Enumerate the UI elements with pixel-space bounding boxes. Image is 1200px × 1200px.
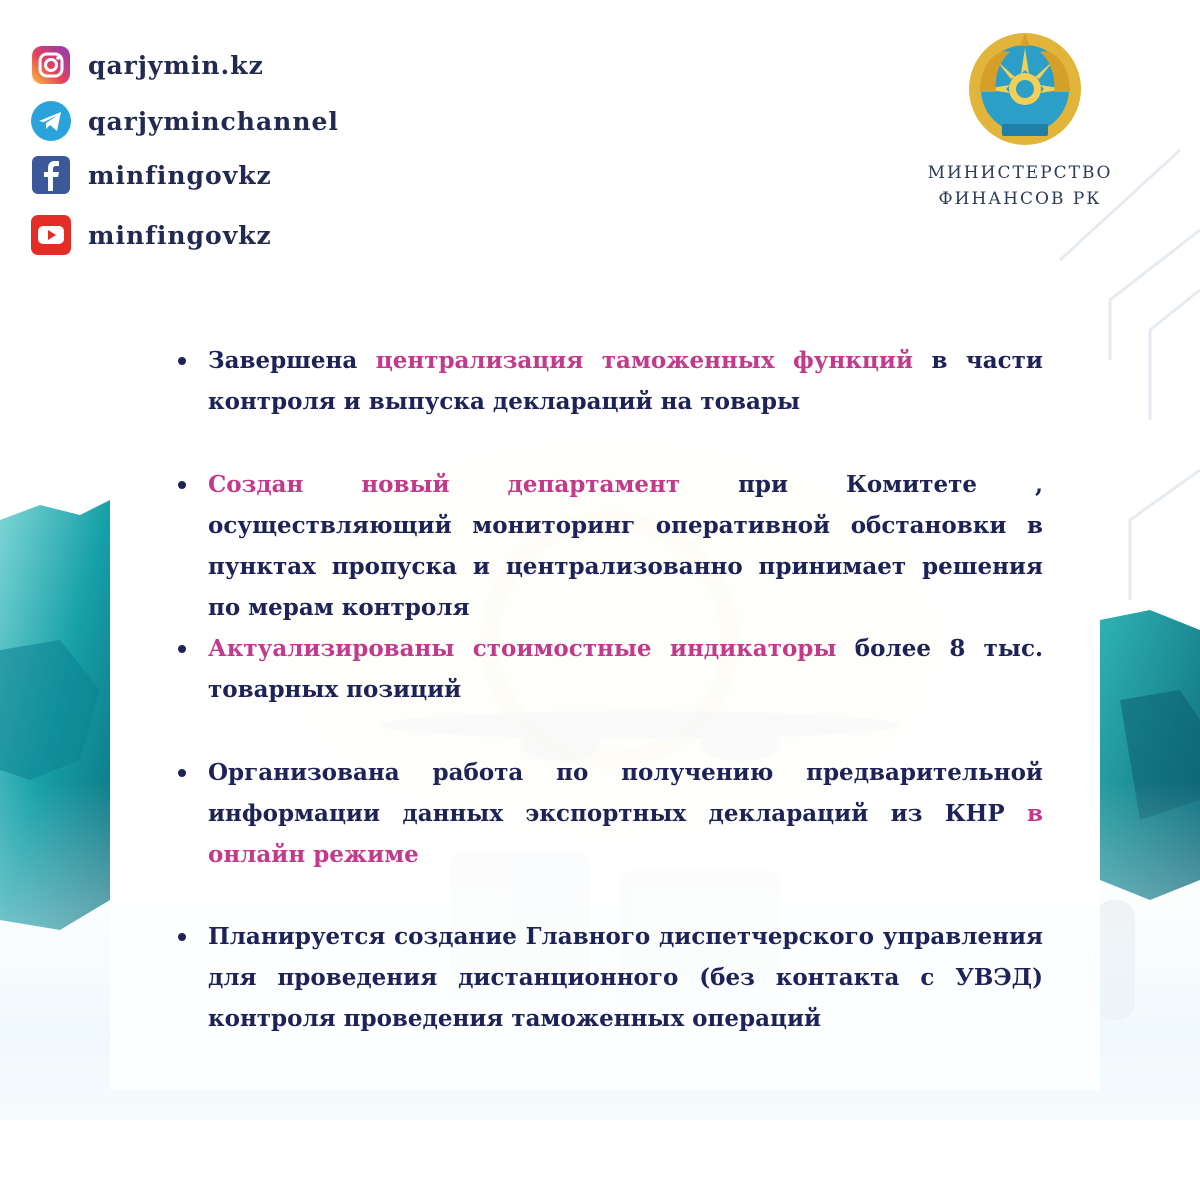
instagram-icon	[30, 44, 72, 86]
bullet-text	[208, 752, 1043, 875]
bullet-text	[208, 628, 1043, 710]
telegram-icon	[30, 100, 72, 142]
bullet-body: Планируется создание Главного диспетчерского управления для проведения дистанционного (без контакта с УВЭД) контроля проведения таможенных операций	[208, 923, 1043, 1032]
bullet-body: Завершена	[208, 347, 376, 374]
bullet-text	[208, 464, 1043, 628]
facebook-icon	[30, 154, 72, 196]
bullet-body: более 8 тыс. товарных позиций	[208, 635, 1043, 703]
bullet-item	[178, 340, 1043, 422]
ministry-line-1: МИНИСТЕРСТВО	[927, 163, 1113, 183]
ministry-line-2: ФИНАНСОВ РК	[938, 189, 1102, 209]
youtube-handle: minfingovkz	[88, 220, 272, 250]
bullet-dot	[178, 769, 186, 777]
bullet-highlight: Создан новый департамент	[208, 471, 681, 498]
bullet-text	[208, 916, 1043, 1039]
bullet-dot	[178, 481, 186, 489]
bullet-text	[208, 340, 1043, 422]
social-facebook[interactable]	[30, 154, 272, 196]
facebook-handle: minfingovkz	[88, 160, 272, 190]
social-instagram[interactable]	[30, 44, 264, 86]
bullet-item	[178, 464, 1043, 628]
bullet-body: Организована работа по получению предварительной информации данных экспортных деклараций из КНР	[208, 759, 1043, 827]
bullet-highlight: в онлайн режиме	[208, 800, 1043, 868]
telegram-handle: qarjyminchannel	[88, 106, 339, 136]
bullet-item	[178, 916, 1043, 1039]
ministry-label	[900, 160, 1140, 212]
bullet-dot	[178, 645, 186, 653]
instagram-handle: qarjymin.kz	[88, 50, 264, 80]
bullet-body: в части контроля и выпуска деклараций на товары	[208, 347, 1043, 415]
bullet-item	[178, 752, 1043, 875]
youtube-icon	[30, 214, 72, 256]
kazakhstan-state-emblem-icon	[966, 30, 1084, 148]
bullet-item	[178, 628, 1043, 710]
social-telegram[interactable]	[30, 100, 339, 142]
bullet-highlight: централизация таможенных функций	[375, 347, 914, 374]
bullet-dot	[178, 357, 186, 365]
bullet-highlight: Актуализированы стоимостные индикаторы	[208, 635, 837, 662]
social-youtube[interactable]	[30, 214, 272, 256]
bullet-body: при Комитете , осуществляющий мониторинг оперативной обстановки в пунктах пропуска и централизованно принимает решения по мерам контроля	[208, 471, 1043, 621]
bullet-dot	[178, 933, 186, 941]
